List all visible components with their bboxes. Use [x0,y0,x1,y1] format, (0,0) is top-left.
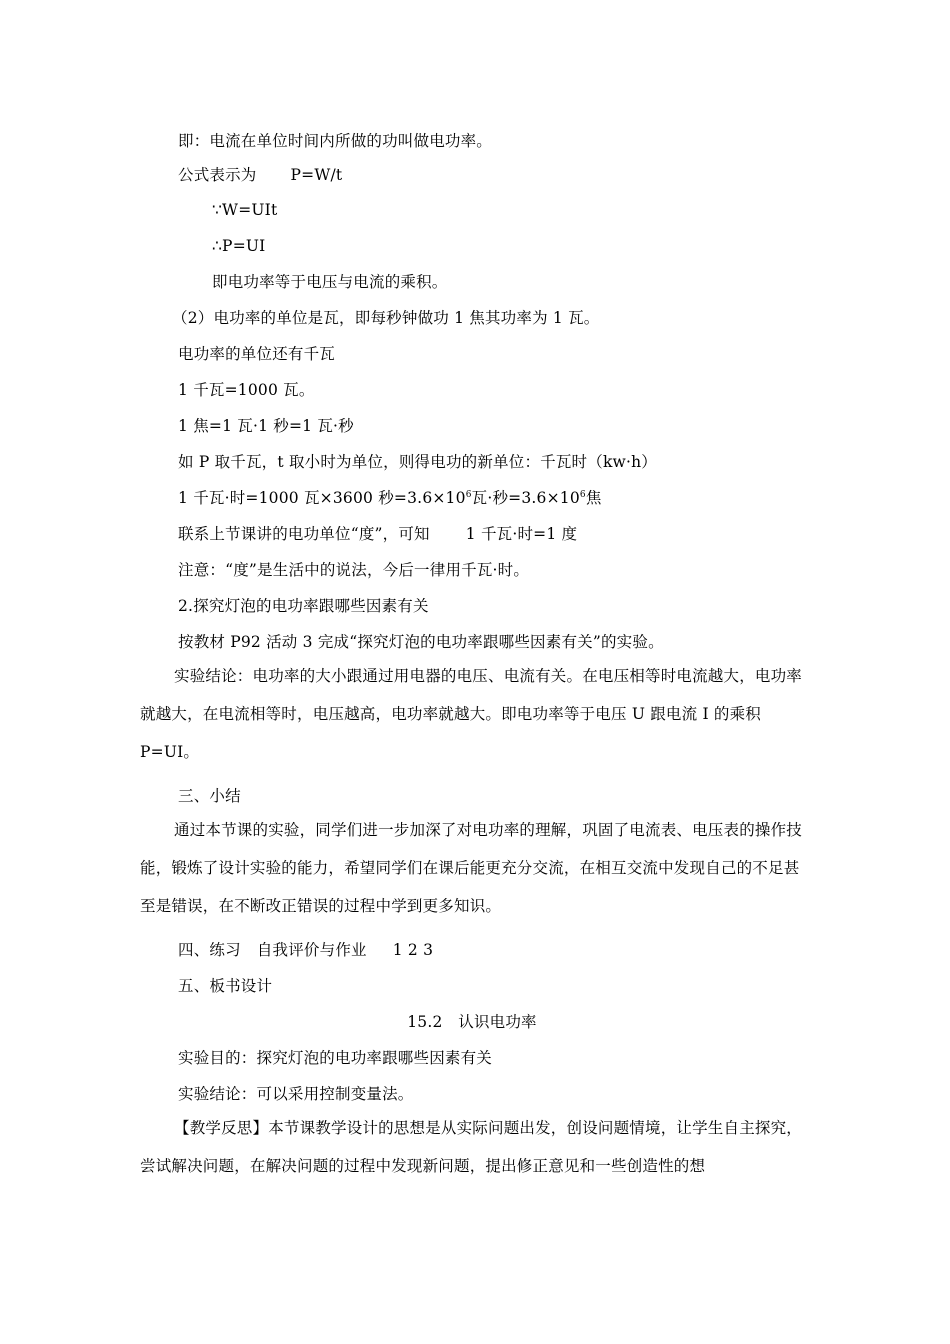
formula-pwt: P=W/t [290,166,343,184]
teaching-reflection-paragraph: 【教学反思】本节课教学设计的思想是从实际问题出发，创设问题情境，让学生自主探究，尝试解决问题，在解决问题的过程中发现新问题，提出修正意见和一些创造性的想 [140,1119,803,1175]
therefore-text: ∴P=UI [212,237,266,255]
exercise-label: 自我评价与作业 [256,941,367,959]
exponent-1: 6 [465,489,472,500]
note-text: 注意：“度”是生活中的说法，今后一律用千瓦·时。 [178,561,530,579]
board-conclusion-text: 实验结论：可以采用控制变量法。 [178,1085,414,1103]
product-text: 即电功率等于电压与电流的乘积。 [212,273,448,291]
because-line [212,200,277,220]
kwh-conversion-part3: 焦 [585,489,602,507]
degree-line [178,524,577,544]
kwh-conversion-part2: 瓦·秒=3.6×10 [471,489,580,507]
therefore-line [212,236,265,256]
kwh-conversion [178,488,602,508]
exercise-line [178,940,433,960]
kilowatt-line [178,344,335,364]
kilowatt-equation-text: 1 千瓦=1000 瓦。 [178,381,315,399]
kwh-line [178,452,657,472]
joule-equation [178,416,354,436]
exercise-heading: 四、练习 [178,941,241,959]
formula-line [178,165,342,185]
kwh-conversion-part1: 1 千瓦·时=1000 瓦×3600 秒=3.6×10 [178,489,466,507]
definition-line [178,131,492,151]
joule-equation-text: 1 焦=1 瓦·1 秒=1 瓦·秒 [178,417,354,435]
summary-paragraph: 通过本节课的实验，同学们进一步加深了对电功率的理解，巩固了电流表、电压表的操作技能，锻炼了设计实验的能力，希望同学们在课后能更充分交流，在相互交流中发现自己的不足甚至是错误，在不断改正错误的过程中学到更多知识。 [140,821,803,915]
degree-text: 联系上节课讲的电功单位“度”，可知 [178,525,430,543]
experiment-purpose [178,1048,492,1068]
summary-heading-text: 三、小结 [178,787,241,805]
section-heading-2 [178,596,429,616]
summary-heading [178,786,241,806]
experiment-purpose-text: 实验目的：探究灯泡的电功率跟哪些因素有关 [178,1049,493,1067]
board-design-heading [178,976,272,996]
unit-text: （2）电功率的单位是瓦，即每秒钟做功 1 焦其功率为 1 瓦。 [172,309,600,327]
unit-line [172,308,600,328]
note-line [178,560,529,580]
experiment-instruction [178,632,664,652]
because-text: ∵W=UIt [212,201,278,219]
section-heading-2-text: 2.探究灯泡的电功率跟哪些因素有关 [178,597,429,615]
definition-text: 即：电流在单位时间内所做的功叫做电功率。 [178,132,493,150]
exponent-2: 6 [579,489,586,500]
experiment-conclusion-paragraph: 实验结论：电功率的大小跟通过用电器的电压、电流有关。在电压相等时电流越大，电功率就越大，在电流相等时，电压越高，电功率就越大。即电功率等于电压 U 跟电流 I 的乘积 P=UI。 [140,667,803,761]
board-design-heading-text: 五、板书设计 [178,977,273,995]
board-title [140,1012,804,1032]
degree-equation: 1 千瓦·时=1 度 [465,525,578,543]
board-title-text: 15.2 认识电功率 [407,1013,537,1031]
exercise-numbers: 1 2 3 [392,941,434,959]
product-line [212,272,448,292]
kilowatt-equation [178,380,315,400]
board-conclusion [178,1084,414,1104]
kilowatt-text: 电功率的单位还有千瓦 [178,345,336,363]
kwh-text: 如 P 取千瓦，t 取小时为单位，则得电功的新单位：千瓦时（kw·h） [178,453,658,471]
experiment-instruction-text: 按教材 P92 活动 3 完成“探究灯泡的电功率跟哪些因素有关”的实验。 [178,633,664,651]
formula-label: 公式表示为 [178,166,257,184]
